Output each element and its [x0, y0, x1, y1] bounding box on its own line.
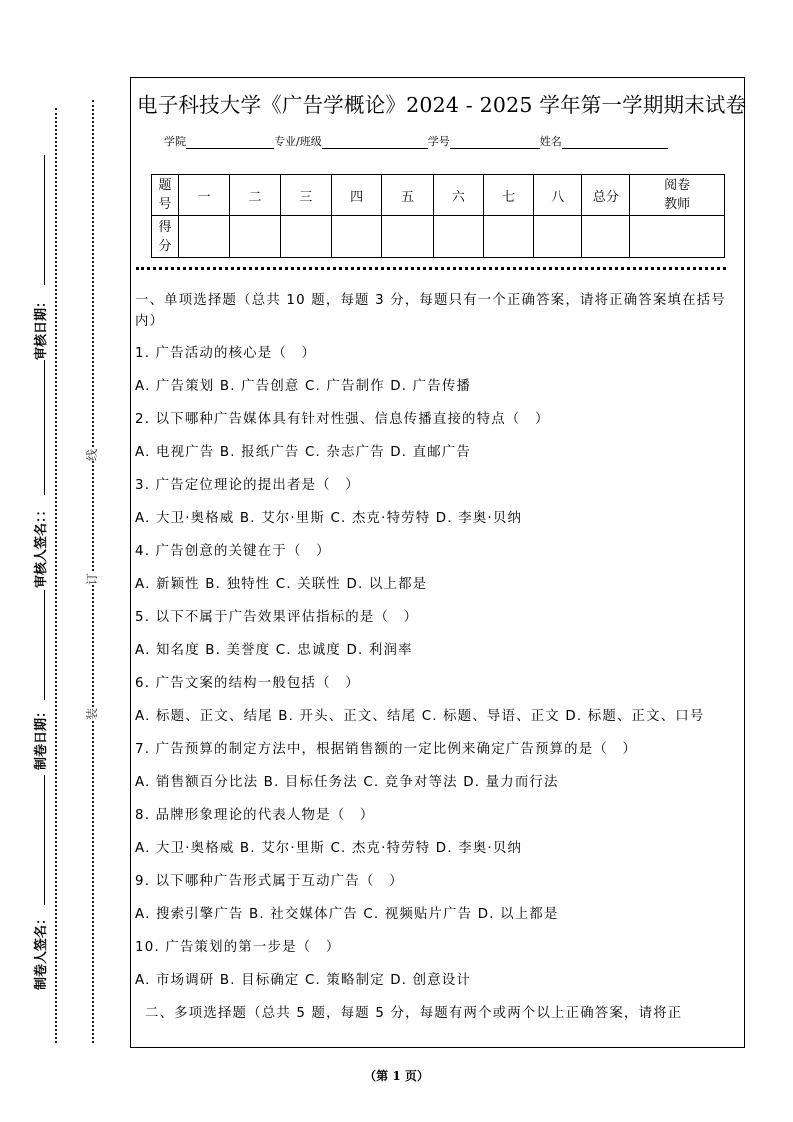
page-number: （第 1 页）	[364, 1069, 429, 1083]
score-cell-grader[interactable]	[630, 216, 725, 258]
col-2: 二	[230, 175, 280, 216]
question-6-options: A. 标题、正文、结尾 B. 开头、正文、结尾 C. 标题、导语、正文 D. 标题、正文、口号	[135, 709, 705, 724]
question-3: 3. 广告定位理论的提出者是（ ）	[135, 478, 360, 493]
question-number-label: 题 号	[152, 175, 179, 216]
seal-mark-line: 线	[85, 448, 100, 462]
score-cell-1[interactable]	[178, 216, 229, 258]
question-2: 2. 以下哪种广告媒体具有针对性强、信息传播直接的特点（ ）	[135, 412, 550, 427]
reviewer-sign-blank[interactable]	[44, 360, 45, 495]
question-3-options: A. 大卫·奥格威 B. 艾尔·里斯 C. 杰克·特劳特 D. 李奥·贝纳	[135, 511, 523, 526]
score-table-header-row	[152, 175, 725, 216]
question-8-options: A. 大卫·奥格威 B. 艾尔·里斯 C. 杰克·特劳特 D. 李奥·贝纳	[135, 841, 523, 856]
section1-heading: 一、单项选择题（总共 10 题，每题 3 分，每题只有一个正确答案，请将正确答案填在括号内）	[135, 293, 726, 329]
seal-mark-staple: 装	[85, 707, 100, 721]
score-cell-6[interactable]	[433, 216, 483, 258]
college-label: 学院	[164, 135, 186, 148]
major-class-field[interactable]	[322, 136, 428, 149]
question-10-options: A. 市场调研 B. 目标确定 C. 策略制定 D. 创意设计	[135, 973, 472, 988]
question-9-options: A. 搜索引擎广告 B. 社交媒体广告 C. 视频贴片广告 D. 以上都是	[135, 907, 559, 922]
question-9: 9. 以下哪种广告形式属于互动广告（ ）	[135, 874, 404, 889]
col-1: 一	[178, 175, 229, 216]
question-7: 7. 广告预算的制定方法中，根据销售额的一定比例来确定广告预算的是（ ）	[135, 742, 638, 757]
question-4: 4. 广告创意的关键在于（ ）	[135, 544, 331, 559]
question-1-options: A. 广告策划 B. 广告创意 C. 广告制作 D. 广告传播	[135, 379, 472, 394]
maker-sign-blank[interactable]	[44, 775, 45, 905]
name-field[interactable]	[562, 136, 668, 149]
col-6: 六	[433, 175, 483, 216]
question-2-options: A. 电视广告 B. 报纸广告 C. 杂志广告 D. 直邮广告	[135, 445, 472, 460]
question-1: 1. 广告活动的核心是（ ）	[135, 346, 317, 361]
score-label: 得 分	[152, 216, 179, 258]
col-4: 四	[332, 175, 382, 216]
score-cell-2[interactable]	[230, 216, 280, 258]
reviewer-date-label: 审核日期：	[34, 294, 49, 360]
binding-dotted-line-inner	[92, 100, 94, 1043]
maker-date-label: 制卷日期：	[34, 704, 49, 770]
question-5: 5. 以下不属于广告效果评估指标的是（ ）	[135, 610, 419, 625]
exam-page-frame	[130, 77, 745, 1048]
col-7: 七	[484, 175, 534, 216]
seal-mark-bind: 订	[85, 572, 100, 586]
question-4-options: A. 新颖性 B. 独特性 C. 关联性 D. 以上都是	[135, 577, 428, 592]
section2-heading: 二、多项选择题（总共 5 题，每题 5 分，每题有两个或两个以上正确答案，请将正	[145, 1006, 683, 1021]
student-info-row	[164, 133, 668, 149]
question-8: 8. 品牌形象理论的代表人物是（ ）	[135, 808, 375, 823]
maker-sign-label: 制卷人签名：	[34, 911, 49, 990]
score-cell-3[interactable]	[280, 216, 331, 258]
header-separator-dotted	[136, 267, 726, 270]
score-table-score-row	[152, 216, 725, 258]
question-7-options: A. 销售额百分比法 B. 目标任务法 C. 竞争对等法 D. 量力而行法	[135, 775, 559, 790]
col-total: 总分	[582, 175, 630, 216]
col-3: 三	[280, 175, 331, 216]
exam-content	[135, 290, 745, 1024]
col-5: 五	[382, 175, 433, 216]
col-8: 八	[534, 175, 582, 216]
major-class-label: 专业/班级	[274, 135, 322, 148]
maker-date-blank[interactable]	[44, 590, 45, 700]
col-grader: 阅卷 教师	[630, 175, 725, 216]
reviewer-date-blank[interactable]	[44, 155, 45, 285]
question-10: 10. 广告策划的第一步是（ ）	[135, 940, 341, 955]
score-table	[151, 174, 725, 258]
score-cell-7[interactable]	[484, 216, 534, 258]
college-field[interactable]	[186, 136, 274, 149]
reviewer-sign-label: 审核人签名：：	[34, 503, 49, 588]
exam-title: 电子科技大学《广告学概论》2024 - 2025 学年第一学期期末试卷	[137, 93, 747, 117]
binding-dotted-line-outer	[55, 108, 57, 1043]
student-id-field[interactable]	[450, 136, 540, 149]
score-cell-8[interactable]	[534, 216, 582, 258]
score-cell-total[interactable]	[582, 216, 630, 258]
question-5-options: A. 知名度 B. 美誉度 C. 忠诚度 D. 利润率	[135, 643, 413, 658]
question-6: 6. 广告文案的结构一般包括（ ）	[135, 676, 360, 691]
score-cell-5[interactable]	[382, 216, 433, 258]
score-cell-4[interactable]	[332, 216, 382, 258]
name-label: 姓名	[539, 135, 562, 148]
student-id-label: 学号	[427, 135, 450, 148]
